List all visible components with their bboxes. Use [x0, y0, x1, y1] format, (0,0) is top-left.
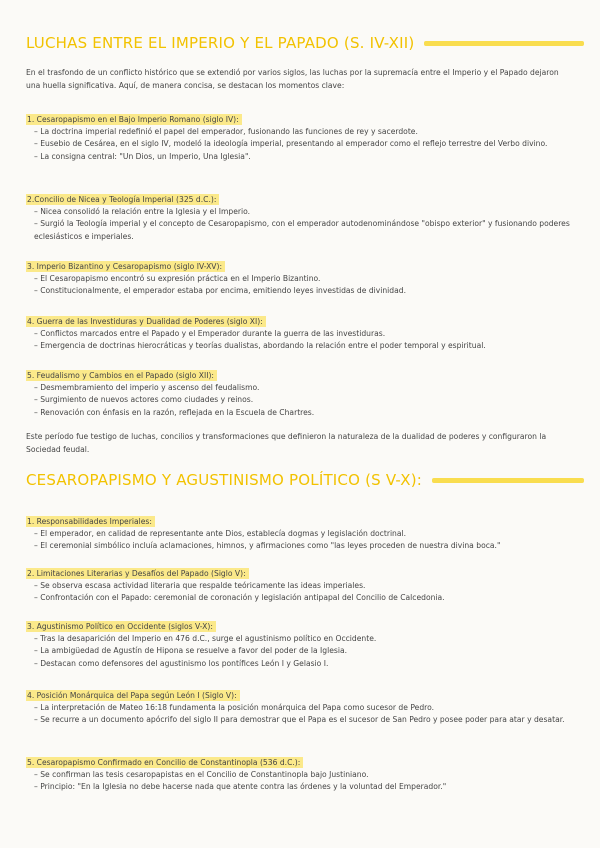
block-heading: 2. Limitaciones Literarias y Desafíos del Papado (Siglo V): [26, 568, 249, 579]
list-item: – Surgió la Teología imperial y el concepto de Cesaropapismo, con el emperador autodenominándose "obispo exterior" y fusionando poderes eclesiásticos e imperiales. [34, 219, 570, 241]
list-item: – Conflictos marcados entre el Papado y el Emperador durante la guerra de las investiduras. [34, 329, 386, 338]
intro-paragraph: En el trasfondo de un conflicto histórico que se extendió por varios siglos, las luchas por la supremacía entre el Imperio y el Papado dejaron una huella significativa. Aquí, de manera concisa, se destacan los momentos clave: [26, 68, 559, 90]
section-2-title-text: CESAROPAPISMO Y AGUSTINISMO POLÍTICO (S V-X): [26, 471, 423, 489]
list-item: – La consigna central: "Un Dios, un Imperio, Una Iglesia". [34, 151, 251, 161]
list-item: – Principio: "En la Iglesia no debe hacerse nada que atente contra las órdenes y la voluntad del Emperador." [34, 782, 447, 792]
list-item: – Emergencia de doctrinas hierocráticas y teorías dualistas, abordando la relación entre el poder temporal y espiritual. [34, 341, 486, 351]
s2-block-4 [26, 683, 574, 727]
list-item: – El Cesaropapismo encontró su expresión práctica en el Imperio Bizantino. [34, 274, 321, 283]
s1-block-1 [26, 107, 574, 163]
title-underline-bar [432, 478, 584, 483]
list-item: – Renovación con énfasis en la razón, reflejada en la Escuela de Chartres. [34, 407, 315, 417]
list-item: – El emperador, en calidad de representante ante Dios, establecía dogmas y legislación doctrinal. [34, 529, 407, 538]
section-2-title [26, 471, 584, 489]
list-item: – Eusebio de Cesárea, en el siglo IV, modeló la ideología imperial, presentando al emperador como el reflejo terrestre del Verbo divino. [34, 139, 548, 149]
block-heading: 5. Cesaropapismo Confirmado en Concilio de Constantinopla (536 d.C.): [26, 757, 303, 768]
s1-block-2 [26, 187, 574, 243]
list-item: – La ambigüedad de Agustín de Hipona se resuelve a favor del poder de la Iglesia. [34, 646, 348, 656]
title-underline-bar [424, 41, 584, 46]
list-item: – Constitucionalmente, el emperador estaba por encima, emitiendo leyes investidas de divinidad. [34, 286, 406, 296]
list-item: – Tras la desaparición del Imperio en 476 d.C., surge el agustinismo político en Occidente. [34, 634, 377, 643]
list-item: – Nicea consolidó la relación entre la Iglesia y el Imperio. [34, 207, 251, 216]
list-item: – Surgimiento de nuevos actores como ciudades y reinos. [34, 395, 254, 405]
block-heading: 4. Posición Monárquica del Papa según León I (Siglo V): [26, 690, 240, 701]
s2-block-3 [26, 614, 574, 670]
s2-block-5 [26, 750, 574, 794]
s2-block-2 [26, 561, 574, 605]
block-heading: 5. Feudalismo y Cambios en el Papado (siglo XII): [26, 370, 217, 381]
section-1-title [26, 34, 584, 52]
list-item: – La doctrina imperial redefinió el papel del emperador, fusionando las funciones de rey y sacerdote. [34, 127, 418, 136]
list-item: – Desmembramiento del imperio y ascenso del feudalismo. [34, 383, 260, 392]
list-item: – Se confirman las tesis cesaropapistas en el Concilio de Constantinopla bajo Justiniano. [34, 770, 369, 779]
list-item: – La interpretación de Mateo 16:18 fundamenta la posición monárquica del Papa como sucesor de Pedro. [34, 703, 435, 712]
list-item: – Se recurre a un documento apócrifo del siglo II para demostrar que el Papa es el sucesor de San Pedro y posee poder para atar y desatar. [34, 715, 565, 725]
list-item: – El ceremonial simbólico incluía aclamaciones, himnos, y afirmaciones como "las leyes proceden de nuestra divina boca." [34, 541, 501, 551]
block-heading: 4. Guerra de las Investiduras y Dualidad de Poderes (siglo XI): [26, 316, 266, 327]
list-item: – Confrontación con el Papado: ceremonial de coronación y legislación antipapal del Concilio de Calcedonia. [34, 593, 445, 603]
s1-block-3 [26, 254, 574, 298]
section-1-title-text: LUCHAS ENTRE EL IMPERIO Y EL PAPADO (S. IV-XII) [26, 34, 415, 52]
block-heading: 3. Imperio Bizantino y Cesaropapismo (siglo IV-XV): [26, 261, 225, 272]
s2-block-1 [26, 509, 574, 553]
list-item: – Destacan como defensores del agustinismo los pontífices León I y Gelasio I. [34, 658, 329, 668]
block-heading: 3. Agustinismo Político en Occidente (siglos V-X): [26, 621, 216, 632]
s1-block-4 [26, 309, 574, 353]
block-heading: 2.Concilio de Nicea y Teología Imperial (325 d.C.): [26, 194, 219, 205]
block-heading: 1. Cesaropapismo en el Bajo Imperio Romano (siglo IV): [26, 114, 242, 125]
outro-paragraph: Este período fue testigo de luchas, concilios y transformaciones que definieron la naturaleza de la dualidad de poderes y configuraron la Sociedad feudal. [26, 432, 547, 454]
block-heading: 1. Responsabilidades Imperiales: [26, 516, 155, 527]
s1-block-5 [26, 363, 574, 419]
list-item: – Se observa escasa actividad literaria que respalde teóricamente las ideas imperiales. [34, 581, 366, 590]
